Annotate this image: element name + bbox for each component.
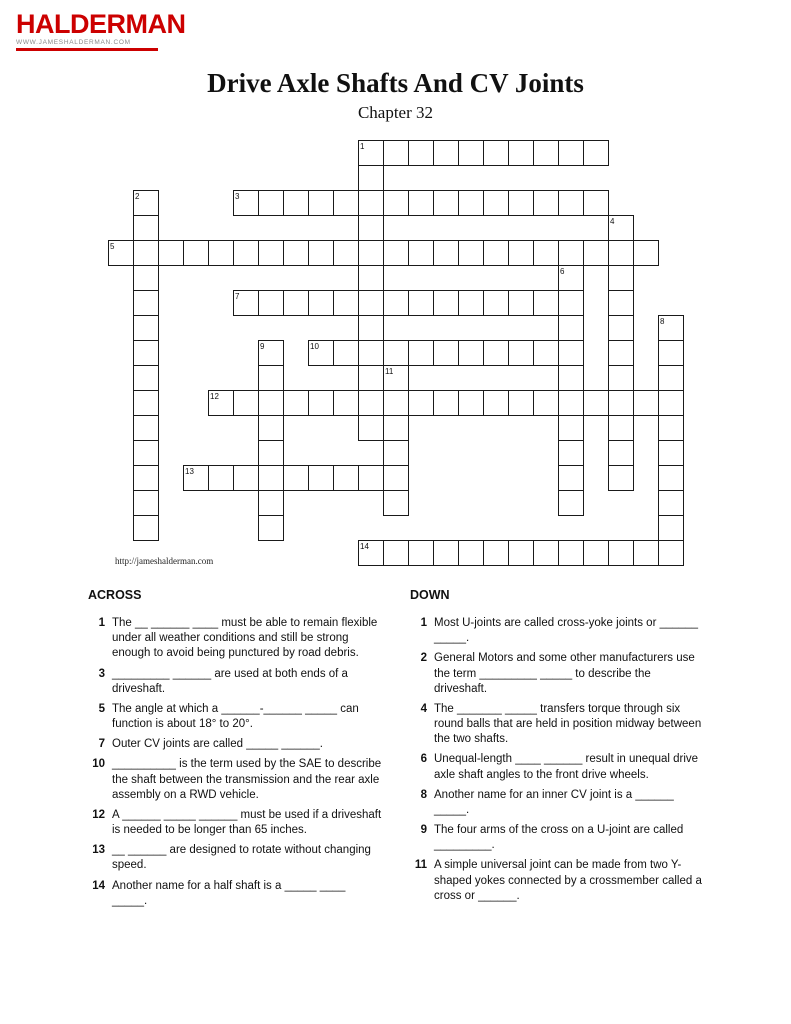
grid-cell xyxy=(658,340,684,366)
clue-item xyxy=(88,843,382,873)
clue-number: 6 xyxy=(420,753,427,766)
grid-cell xyxy=(308,465,334,491)
clue-item xyxy=(88,879,382,909)
clue-item xyxy=(410,616,704,646)
grid-cell xyxy=(383,140,409,166)
grid-cell xyxy=(358,340,384,366)
grid-cell xyxy=(258,290,284,316)
grid-cell xyxy=(258,365,284,391)
clue-text: The angle at which a ______-______ _____ can function is about 18° to 20°. xyxy=(112,702,359,731)
grid-cell xyxy=(183,240,209,266)
grid-cell xyxy=(583,240,609,266)
grid-cell xyxy=(283,390,309,416)
grid-cell xyxy=(483,540,509,566)
clue-text: The __ ______ ____ must be able to remain flexible under all weather conditions and still be strong enough to avoid being punctured by road debris. xyxy=(112,617,378,660)
grid-cell xyxy=(283,465,309,491)
grid-cell xyxy=(483,190,509,216)
grid-cell xyxy=(508,390,534,416)
grid-cell xyxy=(583,190,609,216)
grid-cell xyxy=(408,340,434,366)
grid-cell xyxy=(433,140,459,166)
grid-cell xyxy=(533,540,559,566)
cell-number: 1 xyxy=(360,142,365,151)
clue-number: 1 xyxy=(98,617,105,629)
clue-text: A ______ _____ ______ must be used if a driveshaft is needed to be longer than 65 inches. xyxy=(112,808,382,837)
grid-cell xyxy=(558,140,584,166)
grid-cell xyxy=(508,140,534,166)
grid-cell xyxy=(483,240,509,266)
grid-cell xyxy=(458,240,484,266)
grid-cell xyxy=(383,190,409,216)
grid-cell xyxy=(358,265,384,291)
grid-cell xyxy=(558,365,584,391)
grid-cell xyxy=(383,390,409,416)
grid-cell xyxy=(558,290,584,316)
grid-cell xyxy=(383,415,409,441)
grid-cell xyxy=(133,465,159,491)
grid-cell xyxy=(258,240,284,266)
grid-cell xyxy=(133,515,159,541)
grid-cell xyxy=(458,190,484,216)
cell-number: 4 xyxy=(610,217,615,226)
grid-cell xyxy=(608,415,634,441)
cell-number: 13 xyxy=(185,467,194,476)
grid-cell xyxy=(658,440,684,466)
grid-cell xyxy=(333,240,359,266)
logo-underline xyxy=(16,48,158,51)
grid-cell xyxy=(433,390,459,416)
clue-text: __________ is the term used by the SAE to describe the shaft between the transmission and the rear axle assembly on a RWD vehicle. xyxy=(112,758,382,801)
grid-cell xyxy=(483,340,509,366)
grid-cell xyxy=(383,290,409,316)
grid-cell xyxy=(558,240,584,266)
cell-number: 6 xyxy=(560,267,565,276)
grid-cell xyxy=(133,390,159,416)
grid-cell xyxy=(558,390,584,416)
clue-number: 10 xyxy=(92,758,105,771)
clue-number: 5 xyxy=(98,702,105,715)
clue-number: 7 xyxy=(98,738,105,751)
clue-text: Most U-joints are called cross-yoke joints or ______ _____. xyxy=(434,617,698,645)
clue-number: 1 xyxy=(420,617,427,629)
grid-cell xyxy=(508,540,534,566)
grid-cell xyxy=(383,340,409,366)
grid-cell xyxy=(258,190,284,216)
grid-cell xyxy=(558,540,584,566)
grid-cell xyxy=(483,390,509,416)
clue-item xyxy=(410,823,704,853)
grid-cell xyxy=(333,290,359,316)
clue-number: 8 xyxy=(420,788,427,801)
cell-number: 14 xyxy=(360,542,369,551)
grid-cell xyxy=(233,390,259,416)
grid-cell xyxy=(258,390,284,416)
grid-cell xyxy=(458,290,484,316)
grid-cell xyxy=(133,440,159,466)
down-clues-section xyxy=(410,588,704,909)
clue-text: The _______ _____ transfers torque through six round balls that are held in position midway between the two shafts. xyxy=(434,702,702,746)
grid-cell xyxy=(208,465,234,491)
grid-cell xyxy=(333,390,359,416)
grid-cell xyxy=(383,240,409,266)
clue-number: 13 xyxy=(92,844,105,857)
grid-cell xyxy=(333,190,359,216)
clue-text: Another name for an inner CV joint is a ______ _____. xyxy=(434,788,674,816)
clue-item xyxy=(88,667,382,697)
grid-cell xyxy=(133,315,159,341)
grid-cell xyxy=(458,540,484,566)
grid-cell xyxy=(133,290,159,316)
grid-cell xyxy=(608,315,634,341)
grid-cell xyxy=(558,440,584,466)
grid-cell xyxy=(258,440,284,466)
cell-number: 7 xyxy=(235,292,240,301)
cell-number: 2 xyxy=(135,192,140,201)
halderman-logo xyxy=(16,10,185,51)
grid-cell xyxy=(408,540,434,566)
clue-text: General Motors and some other manufacturers use the term _________ _____ to describe the driveshaft. xyxy=(434,652,695,695)
grid-cell xyxy=(508,190,534,216)
grid-cell xyxy=(658,390,684,416)
grid-cell xyxy=(533,140,559,166)
grid-cell xyxy=(608,290,634,316)
across-clues-section xyxy=(88,588,382,914)
grid-cell xyxy=(458,340,484,366)
grid-cell xyxy=(158,240,184,266)
grid-cell xyxy=(633,240,659,266)
grid-cell xyxy=(133,240,159,266)
grid-cell xyxy=(308,240,334,266)
grid-cell xyxy=(583,140,609,166)
grid-cell xyxy=(608,240,634,266)
clue-text: __ ______ are designed to rotate without changing speed. xyxy=(112,844,371,872)
clue-text: Outer CV joints are called _____ ______. xyxy=(112,738,323,751)
site-url: http://jameshalderman.com xyxy=(115,556,214,566)
clue-item xyxy=(410,702,704,748)
grid-cell xyxy=(358,315,384,341)
grid-cell xyxy=(408,290,434,316)
grid-cell xyxy=(608,540,634,566)
grid-cell xyxy=(508,240,534,266)
clue-item xyxy=(88,757,382,803)
grid-cell xyxy=(433,190,459,216)
grid-cell xyxy=(358,465,384,491)
grid-cell xyxy=(133,415,159,441)
clue-item xyxy=(410,752,704,782)
grid-cell xyxy=(508,340,534,366)
grid-cell xyxy=(658,540,684,566)
grid-cell xyxy=(358,415,384,441)
grid-cell xyxy=(258,415,284,441)
clue-text: _________ ______ are used at both ends of a driveshaft. xyxy=(112,667,348,695)
across-heading: ACROSS xyxy=(88,588,142,602)
clue-text: Another name for a half shaft is a _____ ____ _____. xyxy=(112,879,346,907)
grid-cell xyxy=(583,390,609,416)
grid-cell xyxy=(458,390,484,416)
cell-number: 12 xyxy=(210,392,219,401)
grid-cell xyxy=(633,390,659,416)
grid-cell xyxy=(358,240,384,266)
grid-cell xyxy=(433,290,459,316)
clue-item xyxy=(88,616,382,662)
grid-cell xyxy=(258,465,284,491)
grid-cell xyxy=(658,465,684,491)
grid-cell xyxy=(308,290,334,316)
grid-cell xyxy=(533,390,559,416)
clue-text: The four arms of the cross on a U-joint are called _________. xyxy=(434,824,684,852)
chapter-subtitle: Chapter 32 xyxy=(357,103,434,122)
grid-cell xyxy=(608,265,634,291)
grid-cell xyxy=(133,340,159,366)
grid-cell xyxy=(433,240,459,266)
grid-cell xyxy=(633,540,659,566)
grid-cell xyxy=(283,290,309,316)
clue-number: 3 xyxy=(98,667,105,680)
grid-cell xyxy=(358,365,384,391)
grid-cell xyxy=(608,440,634,466)
grid-cell xyxy=(358,215,384,241)
cell-number: 8 xyxy=(660,317,665,326)
grid-cell xyxy=(258,490,284,516)
grid-cell xyxy=(258,515,284,541)
crossword-grid xyxy=(108,140,685,567)
grid-cell xyxy=(383,490,409,516)
grid-cell xyxy=(233,240,259,266)
grid-cell xyxy=(458,140,484,166)
grid-cell xyxy=(333,340,359,366)
down-heading: DOWN xyxy=(410,588,450,602)
cell-number: 11 xyxy=(385,367,394,376)
logo-website: WWW.JAMESHALDERMAN.COM xyxy=(16,39,131,47)
grid-cell xyxy=(483,290,509,316)
grid-cell xyxy=(608,390,634,416)
grid-cell xyxy=(658,515,684,541)
grid-cell xyxy=(433,340,459,366)
grid-cell xyxy=(358,165,384,191)
grid-cell xyxy=(358,290,384,316)
grid-cell xyxy=(133,365,159,391)
grid-cell xyxy=(433,540,459,566)
grid-cell xyxy=(383,440,409,466)
cell-number: 9 xyxy=(260,342,265,351)
grid-cell xyxy=(658,415,684,441)
grid-cell xyxy=(558,190,584,216)
grid-cell xyxy=(558,465,584,491)
grid-cell xyxy=(558,315,584,341)
cell-number: 3 xyxy=(235,192,240,201)
grid-cell xyxy=(308,390,334,416)
clue-item xyxy=(88,702,382,732)
clue-item xyxy=(410,788,704,818)
grid-cell xyxy=(233,465,259,491)
grid-cell xyxy=(358,390,384,416)
grid-cell xyxy=(308,190,334,216)
grid-cell xyxy=(533,340,559,366)
clue-number: 2 xyxy=(420,652,427,665)
clue-item xyxy=(88,737,382,752)
grid-cell xyxy=(508,290,534,316)
clue-number: 12 xyxy=(92,808,105,821)
grid-cell xyxy=(383,465,409,491)
grid-cell xyxy=(533,190,559,216)
grid-cell xyxy=(583,540,609,566)
down-clues-list xyxy=(410,616,704,904)
grid-cell xyxy=(408,240,434,266)
grid-cell xyxy=(358,190,384,216)
cell-number: 5 xyxy=(110,242,115,251)
grid-cell xyxy=(608,365,634,391)
clue-item xyxy=(410,651,704,697)
grid-cell xyxy=(558,490,584,516)
grid-cell xyxy=(408,140,434,166)
grid-cell xyxy=(608,340,634,366)
clue-number: 11 xyxy=(414,859,427,872)
grid-cell xyxy=(608,465,634,491)
grid-cell xyxy=(533,290,559,316)
clue-number: 9 xyxy=(420,824,427,837)
logo-text: HALDERMAN xyxy=(16,9,186,39)
grid-cell xyxy=(408,390,434,416)
grid-cell xyxy=(133,490,159,516)
cell-number: 10 xyxy=(310,342,319,351)
grid-cell xyxy=(558,340,584,366)
clue-text: A simple universal joint can be made from two Y-shaped yokes connected by a crossmember called a cross or ______. xyxy=(434,859,702,902)
grid-cell xyxy=(483,140,509,166)
clue-number: 14 xyxy=(92,879,105,892)
clue-item xyxy=(410,858,704,904)
grid-cell xyxy=(208,240,234,266)
across-clues-list xyxy=(88,616,382,909)
grid-cell xyxy=(133,215,159,241)
page-title: Drive Axle Shafts And CV Joints xyxy=(207,68,584,98)
grid-cell xyxy=(558,415,584,441)
grid-cell xyxy=(383,540,409,566)
grid-cell xyxy=(658,365,684,391)
clue-text: Unequal-length ____ ______ result in unequal drive axle shaft angles to the front drive wheels. xyxy=(434,753,699,781)
grid-cell xyxy=(333,465,359,491)
grid-cell xyxy=(133,265,159,291)
grid-cell xyxy=(283,190,309,216)
grid-cell xyxy=(283,240,309,266)
grid-cell xyxy=(533,240,559,266)
grid-cell xyxy=(658,490,684,516)
grid-cell xyxy=(408,190,434,216)
clue-item xyxy=(88,808,382,838)
clue-number: 4 xyxy=(420,702,427,715)
